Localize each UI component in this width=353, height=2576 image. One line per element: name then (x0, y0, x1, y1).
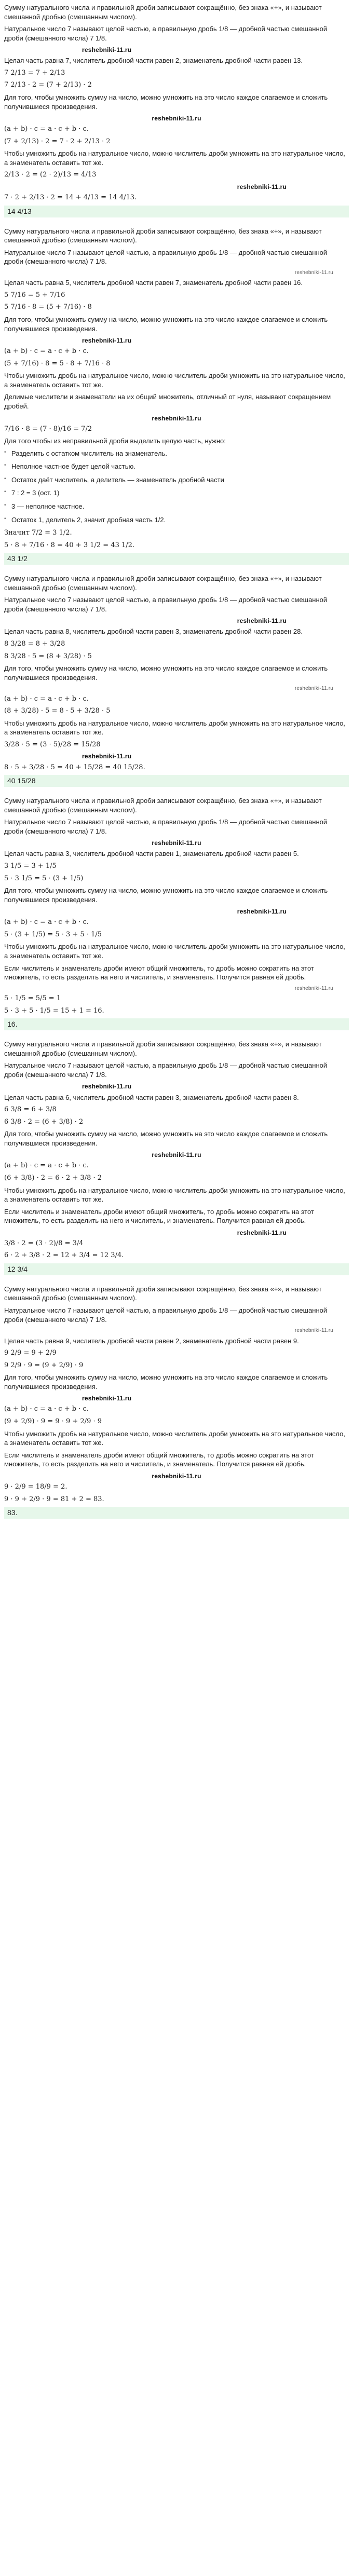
answer-highlight: 14 4/13 (4, 206, 349, 217)
list-bullet-icon: • (4, 502, 6, 509)
list-bullet-icon: • (4, 462, 6, 469)
watermark-text: reshebniki-11.ru (294, 269, 333, 276)
explanation-paragraph: Делимые числители и знаменатели на их общий множитель, отличный от нуля, называют сокращением дробей. (4, 393, 331, 410)
explanation-paragraph: Натуральное число 7 называют целой частью, а правильную дробь 1/8 — дробной частью смешанной дроби (смешанного числа) 7 1/8. (4, 1306, 328, 1324)
math-expression: (a + b) · c = a · c + b · c. (4, 694, 89, 703)
solution-block (4, 3, 349, 217)
math-expression: (8 + 3/28) · 5 = 8 · 5 + 3/28 · 5 (4, 707, 111, 715)
math-expression: 5 7/16 · 8 = (5 + 7/16) · 8 (4, 303, 92, 311)
solution-block (4, 574, 349, 787)
list-item-text: Разделить с остатком числитель на знаменатель. (11, 449, 167, 457)
answer-highlight: 16. (4, 1018, 349, 1030)
list-bullet-icon: • (4, 515, 6, 522)
math-expression: Значит 7/2 = 3 1/2. (4, 529, 72, 537)
watermark-text: reshebniki-11.ru (237, 617, 287, 625)
explanation-paragraph: Натуральное число 7 называют целой частью, а правильную дробь 1/8 — дробной частью смешанной дроби (смешанного числа) 7 1/8. (4, 1061, 328, 1079)
math-expression: 5 · 3 1/5 = 5 · (3 + 1/5) (4, 874, 84, 882)
watermark-text: reshebniki-11.ru (294, 686, 333, 692)
explanation-paragraph: Для того, чтобы умножить сумму на число, можно умножить на это число каждое слагаемое и сложить получившиеся произведения. (4, 1373, 328, 1391)
watermark-text: reshebniki-11.ru (237, 908, 287, 916)
watermark-text: reshebniki-11.ru (82, 46, 132, 54)
answer-highlight: 12 3/4 (4, 1263, 349, 1275)
watermark-text: reshebniki-11.ru (82, 337, 132, 345)
list-item (4, 488, 349, 498)
watermark-text: reshebniki-11.ru (152, 839, 201, 847)
explanation-paragraph: Натуральное число 7 называют целой частью, а правильную дробь 1/8 — дробной частью смешанной дроби (смешанного числа) 7 1/8. (4, 248, 328, 266)
math-expression: 3/28 · 5 = (3 · 5)/28 = 15/28 (4, 740, 101, 748)
math-expression: 9 2/9 · 9 = (9 + 2/9) · 9 (4, 1361, 84, 1369)
math-expression: (a + b) · c = a · c + b · c. (4, 347, 89, 356)
explanation-paragraph: Чтобы умножить дробь на натуральное число, можно числитель дроби умножить на это натуральное число, а знаменатель оставить тот же. (4, 1429, 345, 1447)
watermark-text: reshebniki-11.ru (152, 115, 201, 122)
explanation-paragraph: Чтобы умножить дробь на натуральное число, можно числитель дроби умножить на это натуральное число, а знаменатель оставить тот же. (4, 149, 345, 167)
math-expression: (9 + 2/9) · 9 = 9 · 9 + 2/9 · 9 (4, 1418, 102, 1426)
watermark-text: reshebniki-11.ru (82, 1395, 132, 1402)
explanation-paragraph: Целая часть равна 5, числитель дробной части равен 7, знаменатель дробной части равен 16. (4, 279, 303, 287)
list-bullet-icon: • (4, 449, 6, 455)
list-item-text: Остаток даёт числитель, а делитель — знаменатель дробной части (11, 475, 224, 484)
list-bullet-icon: • (4, 475, 6, 482)
math-expression: 9 · 9 + 2/9 · 9 = 81 + 2 = 83. (4, 1495, 104, 1503)
math-expression: 7 · 2 + 2/13 · 2 = 14 + 4/13 = 14 4/13. (4, 194, 137, 202)
math-expression: 5 · 3 + 5 · 1/5 = 15 + 1 = 16. (4, 1006, 104, 1015)
list-item-text: Неполное частное будет целой частью. (11, 462, 135, 471)
explanation-paragraph: Для того, чтобы умножить сумму на число, можно умножить на это число каждое слагаемое и сложить получившиеся произведения. (4, 664, 328, 682)
explanation-paragraph: Сумму натурального числа и правильной дроби записывают сокращённо, без знака «+», и называют смешанной дробью (смешанным числом). (4, 227, 322, 244)
math-expression: 3 1/5 = 3 + 1/5 (4, 862, 57, 870)
math-expression: 5 · 1/5 = 5/5 = 1 (4, 994, 61, 1003)
answer-highlight: 83. (4, 1507, 349, 1519)
watermark-text: reshebniki-11.ru (237, 1229, 287, 1236)
watermark-text: reshebniki-11.ru (152, 1472, 201, 1480)
math-expression: 8 3/28 · 5 = (8 + 3/28) · 5 (4, 652, 92, 660)
explanation-paragraph: Если числитель и знаменатель дроби имеют общий множитель, то дробь можно сократить на этот множитель, то есть разделить на него и числитель, и знаменатель. Получится равная ей дробь. (4, 1207, 314, 1225)
math-expression: 8 · 5 + 3/28 · 5 = 40 + 15/28 = 40 15/28. (4, 763, 145, 771)
solution-block (4, 1285, 349, 1519)
list-item (4, 462, 349, 471)
explanation-paragraph: Натуральное число 7 называют целой частью, а правильную дробь 1/8 — дробной частью смешанной дроби (смешанного числа) 7 1/8. (4, 596, 328, 613)
math-expression: 6 3/8 = 6 + 3/8 (4, 1106, 57, 1114)
math-expression: 5 · (3 + 1/5) = 5 · 3 + 5 · 1/5 (4, 930, 102, 938)
watermark-text: reshebniki-11.ru (237, 183, 287, 191)
explanation-paragraph: Для того, чтобы умножить сумму на число, можно умножить на это число каждое слагаемое и сложить получившиеся произведения. (4, 315, 328, 333)
math-expression: 5 · 8 + 7/16 · 8 = 40 + 3 1/2 = 43 1/2. (4, 541, 135, 549)
solution-block (4, 227, 349, 565)
list-item-text: 3 — неполное частное. (11, 502, 85, 511)
explanation-paragraph: Для того, чтобы умножить сумму на число, можно умножить на это число каждое слагаемое и сложить получившиеся произведения. (4, 93, 328, 111)
explanation-paragraph: Целая часть равна 9, числитель дробной части равен 2, знаменатель дробной части равен 9. (4, 1337, 299, 1345)
explanation-paragraph: Если числитель и знаменатель дроби имеют общий множитель, то дробь можно сократить на этот множитель, то есть разделить на него и числитель, и знаменатель. Получится равная ей дробь. (4, 964, 314, 982)
explanation-paragraph: Для того, чтобы умножить сумму на число, можно умножить на это число каждое слагаемое и сложить получившиеся произведения. (4, 887, 328, 904)
math-expression: (6 + 3/8) · 2 = 6 · 2 + 3/8 · 2 (4, 1174, 102, 1182)
watermark-text: reshebniki-11.ru (152, 1151, 201, 1159)
explanation-paragraph: Для того чтобы из неправильной дроби выделить целую часть, нужно: (4, 437, 226, 445)
explanation-paragraph: Чтобы умножить дробь на натуральное число, можно числитель дроби умножить на это натуральное число, а знаменатель оставить тот же. (4, 372, 345, 389)
math-expression: 9 2/9 = 9 + 2/9 (4, 1349, 57, 1357)
watermark-text: reshebniki-11.ru (82, 1083, 132, 1091)
explanation-paragraph: Сумму натурального числа и правильной дроби записывают сокращённо, без знака «+», и называют смешанной дробью (смешанным числом). (4, 1285, 322, 1302)
explanation-paragraph: Сумму натурального числа и правильной дроби записывают сокращённо, без знака «+», и называют смешанной дробью (смешанным числом). (4, 1040, 322, 1057)
list-item (4, 515, 349, 525)
explanation-paragraph: Сумму натурального числа и правильной дроби записывают сокращённо, без знака «+», и называют смешанной дробью (смешанным числом). (4, 575, 322, 592)
watermark-text: reshebniki-11.ru (294, 985, 333, 991)
math-expression: (a + b) · c = a · c + b · c. (4, 918, 89, 926)
list-item (4, 475, 349, 485)
math-expression: (5 + 7/16) · 8 = 5 · 8 + 7/16 · 8 (4, 359, 111, 367)
math-expression: 5 7/16 = 5 + 7/16 (4, 291, 65, 299)
math-expression: (a + b) · c = a · c + b · c. (4, 1405, 89, 1413)
explanation-paragraph: Сумму натурального числа и правильной дроби записывают сокращённо, без знака «+», и называют смешанной дробью (смешанным числом). (4, 797, 322, 814)
math-expression: 9 · 2/9 = 18/9 = 2. (4, 1482, 67, 1491)
explanation-paragraph: Натуральное число 7 называют целой частью, а правильную дробь 1/8 — дробной частью смешанной дроби (смешанного числа) 7 1/8. (4, 818, 328, 835)
solution-block (4, 1040, 349, 1275)
math-expression: (a + b) · c = a · c + b · c. (4, 1162, 89, 1170)
math-expression: 3/8 · 2 = (3 · 2)/8 = 3/4 (4, 1239, 84, 1247)
math-expression: 8 3/28 = 8 + 3/28 (4, 640, 65, 648)
explanation-paragraph: Натуральное число 7 называют целой частью, а правильную дробь 1/8 — дробной частью смешанной дроби (смешанного числа) 7 1/8. (4, 25, 328, 42)
math-expression: (a + b) · c = a · c + b · c. (4, 125, 89, 133)
explanation-paragraph: Целая часть равна 8, числитель дробной части равен 3, знаменатель дробной части равен 28. (4, 628, 303, 636)
math-expression: (7 + 2/13) · 2 = 7 · 2 + 2/13 · 2 (4, 137, 111, 145)
math-expression: 7 2/13 = 7 + 2/13 (4, 69, 65, 77)
list-item-text: 7 : 2 = 3 (ост. 1) (11, 489, 60, 497)
list-item (4, 449, 349, 458)
math-expression: 7 2/13 · 2 = (7 + 2/13) · 2 (4, 81, 92, 89)
explanation-paragraph: Если числитель и знаменатель дроби имеют общий множитель, то дробь можно сократить на этот множитель, то есть разделить на него и числитель, и знаменатель. Получится равная ей дробь. (4, 1451, 314, 1468)
list-item (4, 502, 349, 511)
solution-block (4, 796, 349, 1030)
math-expression: 6 · 2 + 3/8 · 2 = 12 + 3/4 = 12 3/4. (4, 1251, 124, 1260)
answer-highlight: 40 15/28 (4, 775, 349, 787)
math-expression: 6 3/8 · 2 = (6 + 3/8) · 2 (4, 1117, 84, 1126)
steps-list (4, 449, 349, 524)
watermark-text: reshebniki-11.ru (294, 1328, 333, 1334)
explanation-paragraph: Для того, чтобы умножить сумму на число, можно умножить на это число каждое слагаемое и сложить получившиеся произведения. (4, 1130, 328, 1147)
math-expression: 7/16 · 8 = (7 · 8)/16 = 7/2 (4, 425, 92, 433)
explanation-paragraph: Целая часть равна 7, числитель дробной части равен 2, знаменатель дробной части равен 13. (4, 57, 303, 65)
watermark-text: reshebniki-11.ru (152, 414, 201, 422)
answer-highlight: 43 1/2 (4, 553, 349, 565)
explanation-paragraph: Целая часть равна 6, числитель дробной части равен 3, знаменатель дробной части равен 8. (4, 1093, 299, 1101)
explanation-paragraph: Чтобы умножить дробь на натуральное число, можно числитель дроби умножить на это натуральное число, а знаменатель оставить тот же. (4, 719, 345, 737)
math-expression: 2/13 · 2 = (2 · 2)/13 = 4/13 (4, 171, 97, 179)
explanation-paragraph: Чтобы умножить дробь на натуральное число, можно числитель дроби умножить на это натуральное число, а знаменатель оставить тот же. (4, 943, 345, 960)
list-bullet-icon: • (4, 489, 6, 495)
watermark-text: reshebniki-11.ru (82, 753, 132, 760)
list-item-text: Остаток 1, делитель 2, значит дробная часть 1/2. (11, 515, 166, 524)
explanation-paragraph: Целая часть равна 3, числитель дробной части равен 1, знаменатель дробной части равен 5. (4, 850, 299, 858)
explanation-paragraph: Чтобы умножить дробь на натуральное число, можно числитель дроби умножить на это натуральное число, а знаменатель оставить тот же. (4, 1186, 345, 1204)
explanation-paragraph: Сумму натурального числа и правильной дроби записывают сокращённо, без знака «+», и называют смешанной дробью (смешанным числом). (4, 4, 322, 21)
